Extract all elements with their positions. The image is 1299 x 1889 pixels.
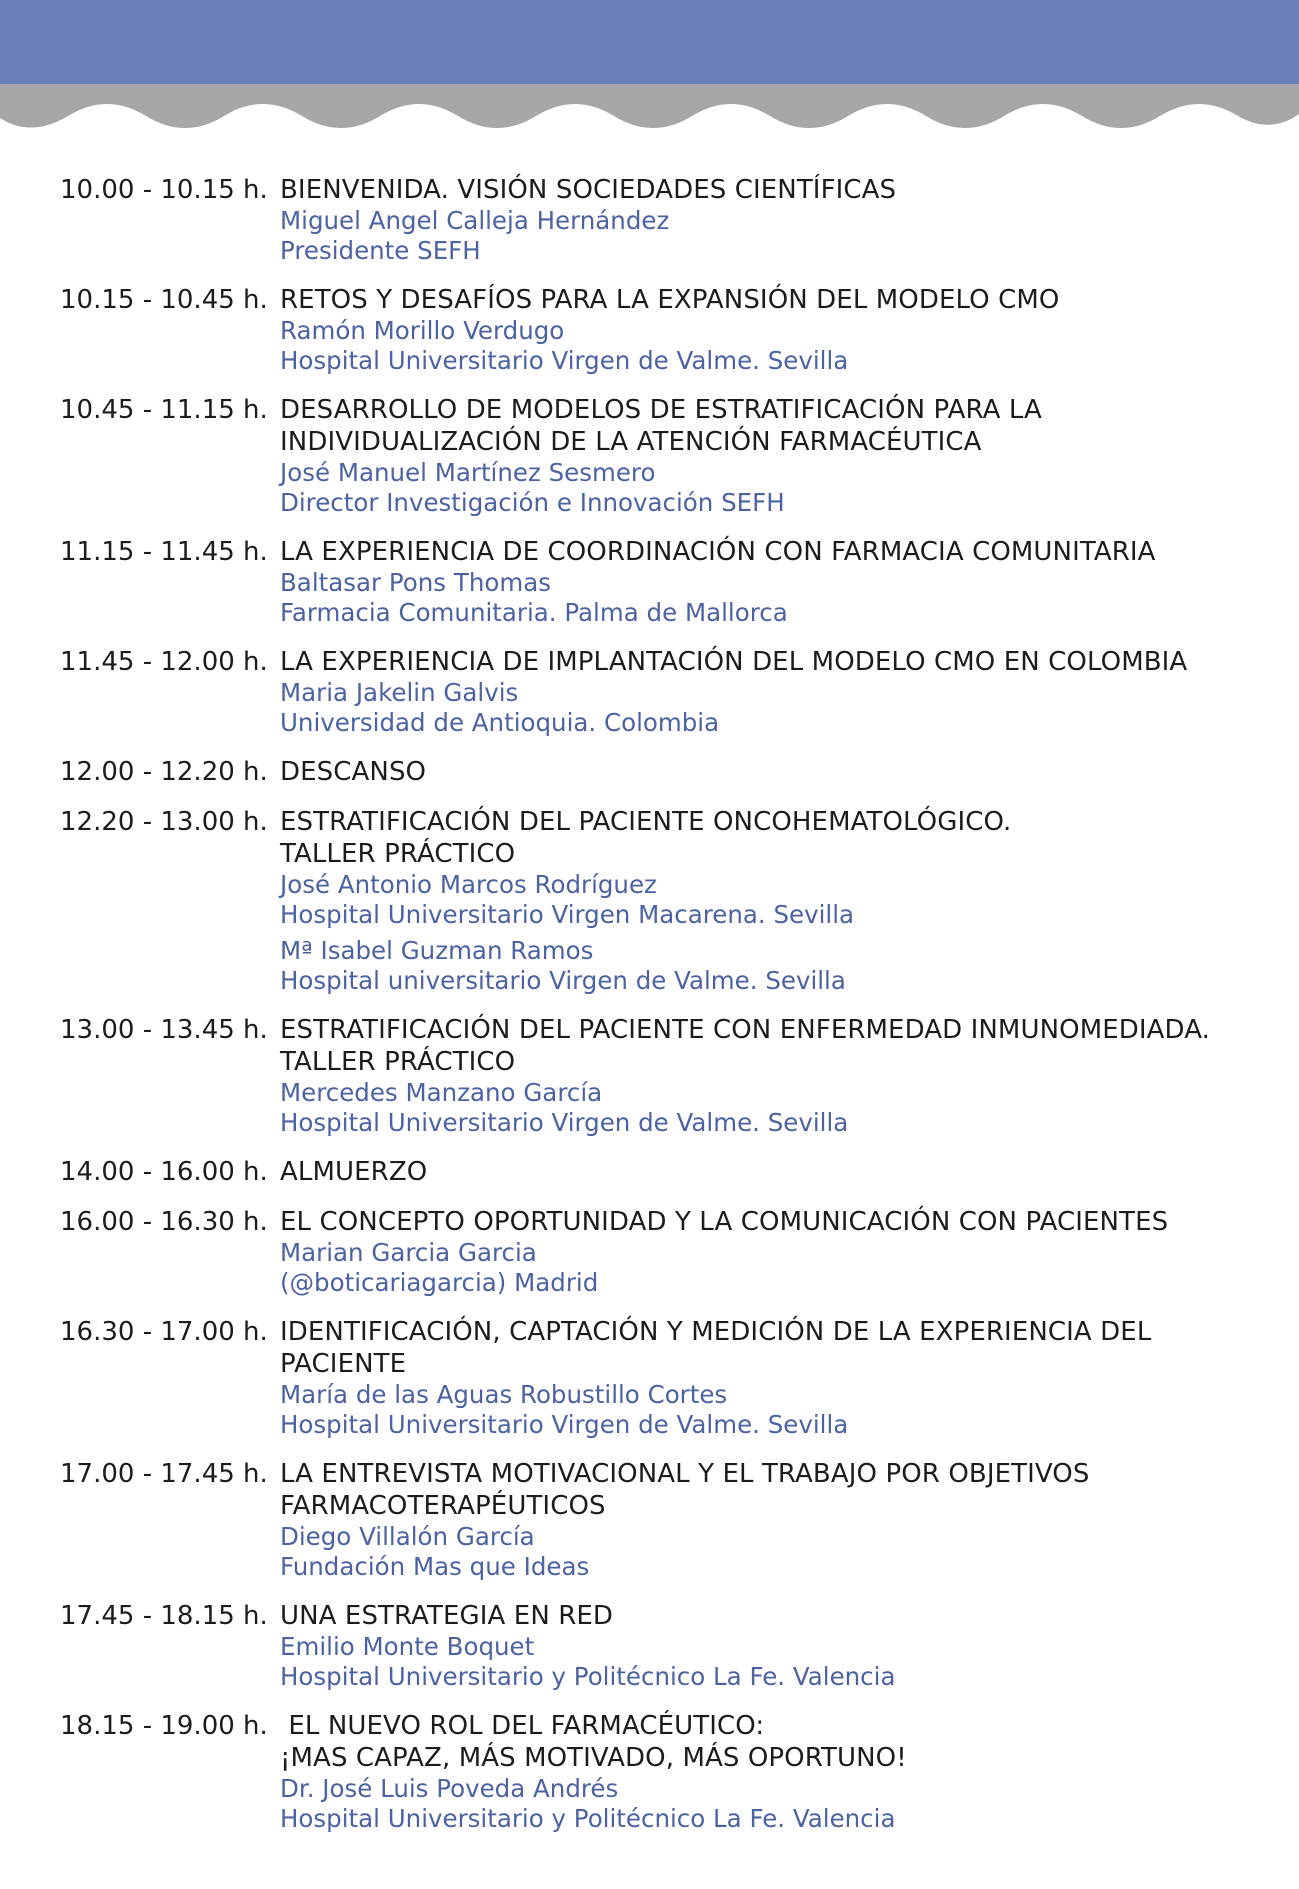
speaker-name: Ramón Morillo Verdugo bbox=[280, 316, 565, 345]
speaker-name: Maria Jakelin Galvis bbox=[280, 678, 519, 707]
session-speakers bbox=[280, 206, 1260, 266]
speaker bbox=[280, 1632, 1260, 1692]
session-title-line: IDENTIFICACIÓN, CAPTACIÓN Y MEDICIÓN DE LA EXPERIENCIA DEL bbox=[280, 1317, 1152, 1347]
speaker bbox=[280, 206, 1260, 266]
speaker bbox=[280, 678, 1260, 738]
session-title-line: TALLER PRÁCTICO bbox=[280, 1047, 516, 1077]
speaker bbox=[280, 1238, 1260, 1298]
session-title bbox=[280, 1156, 1260, 1188]
session-time: 18.15 - 19.00 h. bbox=[60, 1711, 268, 1741]
session-title-line: ESTRATIFICACIÓN DEL PACIENTE ONCOHEMATOLÓGICO. bbox=[280, 807, 1012, 837]
session-content bbox=[280, 394, 1260, 518]
session-speakers bbox=[280, 678, 1260, 738]
session-title bbox=[280, 1458, 1260, 1522]
session-content bbox=[280, 756, 1260, 788]
session-title-line: UNA ESTRATEGIA EN RED bbox=[280, 1601, 614, 1631]
speaker bbox=[280, 316, 1260, 376]
speaker-name: Mercedes Manzano García bbox=[280, 1078, 603, 1107]
session-speakers bbox=[280, 1774, 1260, 1834]
speaker-name: Emilio Monte Boquet bbox=[280, 1632, 535, 1661]
session-title-line: DESCANSO bbox=[280, 757, 427, 787]
speaker-affiliation: Universidad de Antioquia. Colombia bbox=[280, 708, 720, 737]
session-time: 10.00 - 10.15 h. bbox=[60, 175, 268, 205]
session-title-line: ¡MAS CAPAZ, MÁS MOTIVADO, MÁS OPORTUNO! bbox=[280, 1743, 907, 1773]
speaker-affiliation: Farmacia Comunitaria. Palma de Mallorca bbox=[280, 598, 788, 627]
speaker-affiliation: Hospital Universitario Virgen de Valme. Sevilla bbox=[280, 346, 849, 375]
session-speakers bbox=[280, 1632, 1260, 1692]
session-title-line: INDIVIDUALIZACIÓN DE LA ATENCIÓN FARMACÉUTICA bbox=[280, 427, 982, 457]
speaker-affiliation: Hospital Universitario y Politécnico La Fe. Valencia bbox=[280, 1804, 896, 1833]
agenda-item bbox=[0, 806, 1299, 996]
agenda-item bbox=[0, 1316, 1299, 1440]
session-title bbox=[280, 1206, 1260, 1238]
speaker-name: Dr. José Luis Poveda Andrés bbox=[280, 1774, 619, 1803]
session-title-line: LA EXPERIENCIA DE COORDINACIÓN CON FARMACIA COMUNITARIA bbox=[280, 537, 1156, 567]
session-time: 14.00 - 16.00 h. bbox=[60, 1157, 268, 1187]
session-title bbox=[280, 174, 1260, 206]
agenda-item bbox=[0, 1014, 1299, 1138]
session-content bbox=[280, 1014, 1260, 1138]
session-content bbox=[280, 646, 1260, 738]
agenda-item bbox=[0, 1206, 1299, 1298]
speaker-name: Mª Isabel Guzman Ramos bbox=[280, 936, 594, 965]
session-speakers bbox=[280, 1380, 1260, 1440]
speaker-name: José Antonio Marcos Rodríguez bbox=[280, 870, 657, 899]
speaker bbox=[280, 1774, 1260, 1834]
agenda-item bbox=[0, 1156, 1299, 1188]
session-time: 10.15 - 10.45 h. bbox=[60, 285, 268, 315]
session-time: 17.45 - 18.15 h. bbox=[60, 1601, 268, 1631]
session-speakers bbox=[280, 458, 1260, 518]
session-time: 11.15 - 11.45 h. bbox=[60, 537, 268, 567]
session-time: 12.00 - 12.20 h. bbox=[60, 757, 268, 787]
session-title bbox=[280, 1316, 1260, 1380]
session-title bbox=[280, 756, 1260, 788]
session-title-line: DESARROLLO DE MODELOS DE ESTRATIFICACIÓN PARA LA bbox=[280, 395, 1042, 425]
speaker-affiliation: Presidente SEFH bbox=[280, 236, 481, 265]
speaker bbox=[280, 870, 1260, 930]
speaker bbox=[280, 936, 1260, 996]
session-content bbox=[280, 1710, 1260, 1834]
session-time: 12.20 - 13.00 h. bbox=[60, 807, 268, 837]
session-title-line: LA ENTREVISTA MOTIVACIONAL Y EL TRABAJO POR OBJETIVOS bbox=[280, 1459, 1090, 1489]
session-content bbox=[280, 536, 1260, 628]
session-content bbox=[280, 284, 1260, 376]
speaker-affiliation: Hospital universitario Virgen de Valme. Sevilla bbox=[280, 966, 846, 995]
session-title bbox=[280, 1710, 1260, 1774]
speaker-affiliation: Hospital Universitario Virgen de Valme. Sevilla bbox=[280, 1108, 849, 1137]
session-title bbox=[280, 806, 1260, 870]
session-title bbox=[280, 1014, 1260, 1078]
speaker-name: Diego Villalón García bbox=[280, 1522, 535, 1551]
session-title-line: BIENVENIDA. VISIÓN SOCIEDADES CIENTÍFICAS bbox=[280, 175, 897, 205]
speaker bbox=[280, 1380, 1260, 1440]
session-speakers bbox=[280, 1078, 1260, 1138]
session-title bbox=[280, 1600, 1260, 1632]
session-content bbox=[280, 1458, 1260, 1582]
session-title-line: LA EXPERIENCIA DE IMPLANTACIÓN DEL MODELO CMO EN COLOMBIA bbox=[280, 647, 1188, 677]
speaker-affiliation: Fundación Mas que Ideas bbox=[280, 1552, 590, 1581]
speaker-name: José Manuel Martínez Sesmero bbox=[280, 458, 656, 487]
speaker-affiliation: Hospital Universitario Virgen Macarena. Sevilla bbox=[280, 900, 855, 929]
speaker bbox=[280, 1522, 1260, 1582]
speaker-name: Baltasar Pons Thomas bbox=[280, 568, 551, 597]
session-time: 16.00 - 16.30 h. bbox=[60, 1207, 268, 1237]
agenda-item bbox=[0, 756, 1299, 788]
session-title-line: PACIENTE bbox=[280, 1349, 407, 1379]
agenda-item bbox=[0, 394, 1299, 518]
agenda-item bbox=[0, 646, 1299, 738]
session-speakers bbox=[280, 568, 1260, 628]
session-title bbox=[280, 394, 1260, 458]
session-title-line: TALLER PRÁCTICO bbox=[280, 839, 516, 869]
session-title-line: EL NUEVO ROL DEL FARMACÉUTICO: bbox=[280, 1711, 765, 1741]
session-time: 13.00 - 13.45 h. bbox=[60, 1015, 268, 1045]
session-speakers bbox=[280, 316, 1260, 376]
speaker-name: Miguel Angel Calleja Hernández bbox=[280, 206, 670, 235]
agenda-item bbox=[0, 1458, 1299, 1582]
header-band bbox=[0, 0, 1299, 84]
session-speakers bbox=[280, 1238, 1260, 1298]
speaker-name: María de las Aguas Robustillo Cortes bbox=[280, 1380, 728, 1409]
header-wave-decoration bbox=[0, 84, 1299, 144]
session-title bbox=[280, 646, 1260, 678]
agenda-item bbox=[0, 284, 1299, 376]
speaker bbox=[280, 568, 1260, 628]
session-title-line: RETOS Y DESAFÍOS PARA LA EXPANSIÓN DEL MODELO CMO bbox=[280, 285, 1060, 315]
session-title-line: FARMACOTERAPÉUTICOS bbox=[280, 1491, 606, 1521]
agenda-item bbox=[0, 1710, 1299, 1834]
session-title-line: ALMUERZO bbox=[280, 1157, 428, 1187]
session-title-line: EL CONCEPTO OPORTUNIDAD Y LA COMUNICACIÓN CON PACIENTES bbox=[280, 1207, 1169, 1237]
session-content bbox=[280, 1600, 1260, 1692]
agenda-item bbox=[0, 174, 1299, 266]
session-time: 10.45 - 11.15 h. bbox=[60, 395, 268, 425]
speaker bbox=[280, 1078, 1260, 1138]
speaker-name: Marian Garcia Garcia bbox=[280, 1238, 537, 1267]
session-title-line: ESTRATIFICACIÓN DEL PACIENTE CON ENFERMEDAD INMUNOMEDIADA. bbox=[280, 1015, 1211, 1045]
session-content bbox=[280, 1316, 1260, 1440]
session-content bbox=[280, 1206, 1260, 1298]
agenda-item bbox=[0, 536, 1299, 628]
session-title bbox=[280, 284, 1260, 316]
session-speakers bbox=[280, 870, 1260, 996]
speaker-affiliation: Hospital Universitario Virgen de Valme. Sevilla bbox=[280, 1410, 849, 1439]
speaker-affiliation: Hospital Universitario y Politécnico La Fe. Valencia bbox=[280, 1662, 896, 1691]
speaker-affiliation: (@boticariagarcia) Madrid bbox=[280, 1268, 599, 1297]
speaker bbox=[280, 458, 1260, 518]
session-content bbox=[280, 174, 1260, 266]
agenda-item bbox=[0, 1600, 1299, 1692]
session-time: 11.45 - 12.00 h. bbox=[60, 647, 268, 677]
session-title bbox=[280, 536, 1260, 568]
session-speakers bbox=[280, 1522, 1260, 1582]
session-time: 16.30 - 17.00 h. bbox=[60, 1317, 268, 1347]
agenda-list bbox=[0, 174, 1299, 1852]
session-content bbox=[280, 1156, 1260, 1188]
session-content bbox=[280, 806, 1260, 996]
speaker-affiliation: Director Investigación e Innovación SEFH bbox=[280, 488, 785, 517]
session-time: 17.00 - 17.45 h. bbox=[60, 1459, 268, 1489]
